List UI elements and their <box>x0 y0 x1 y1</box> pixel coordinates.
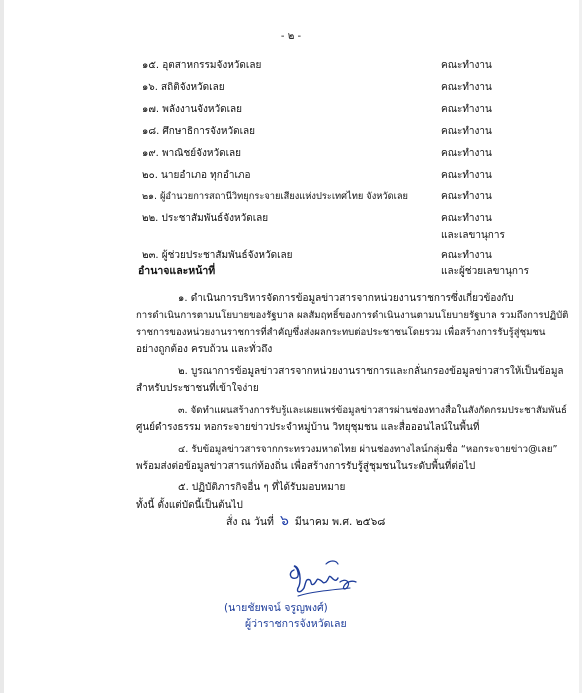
committee-role: คณะทำงาน <box>441 60 492 71</box>
committee-member: ๒๓. ผู้ช่วยประชาสัมพันธ์จังหวัดเลย <box>142 250 293 261</box>
signer-title: ผู้ว่าราชการจังหวัดเลย <box>245 618 347 630</box>
order-date <box>226 515 385 529</box>
committee-role: คณะทำงาน <box>441 170 492 181</box>
duty-line: สำหรับประชาชนที่เข้าใจง่าย <box>136 383 259 394</box>
duty-line: ราชการของหน่วยงานราชการที่สำคัญซึ่งส่งผลกระทบต่อประชาชนโดยรวม เพื่อสร้างการรับรู้สู่ชุมชน <box>136 327 546 338</box>
committee-role-secondary: และผู้ช่วยเลขานุการ <box>441 266 529 277</box>
duty-line: ๑. ดำเนินการบริหารจัดการข้อมูลข่าวสารจากหน่วยงานราชการซึ่งเกี่ยวข้องกับ <box>178 293 514 304</box>
duty-line: ๒. บูรณาการข้อมูลข่าวสารจากหน่วยงานราชการและกลั่นกรองข้อมูลข่าวสารให้เป็นข้อมูล <box>178 366 564 377</box>
committee-role: คณะทำงาน <box>441 126 492 137</box>
date-suffix: มีนาคม พ.ศ. ๒๕๖๘ <box>294 516 386 528</box>
committee-role: คณะทำงาน <box>441 82 492 93</box>
signer-name: (นายชัยพจน์ จรูญพงศ์) <box>224 602 328 614</box>
duty-line: พร้อมส่งต่อข้อมูลข่าวสารแก่ท้องถิ่น เพื่อสร้างการรับรู้สู่ชุมชนในระดับพื้นที่ต่อไป <box>136 461 476 472</box>
committee-member: ๒๑. ผู้อำนวยการสถานีวิทยุกระจายเสียงแห่งประเทศไทย จังหวัดเลย <box>142 191 408 202</box>
committee-role: คณะทำงาน <box>441 191 492 202</box>
committee-role: คณะทำงาน <box>441 104 492 115</box>
date-prefix: สั่ง ณ วันที่ <box>226 516 274 528</box>
date-day-handwritten: ๖ <box>279 513 289 529</box>
committee-role: คณะทำงาน <box>441 250 492 261</box>
duties-heading: อำนาจและหน้าที่ <box>138 265 216 277</box>
committee-role-secondary: และเลขานุการ <box>441 230 505 241</box>
committee-role: คณะทำงาน <box>441 148 492 159</box>
duty-line: อย่างถูกต้อง ครบถ้วน และทั่วถึง <box>136 344 273 355</box>
committee-member: ๑๕. อุตสาหกรรมจังหวัดเลย <box>142 60 262 71</box>
committee-member: ๑๙. พาณิชย์จังหวัดเลย <box>142 148 242 159</box>
committee-role: คณะทำงาน <box>441 213 492 224</box>
committee-member: ๒๐. นายอำเภอ ทุกอำเภอ <box>142 170 251 181</box>
duty-line: ๓. จัดทำแผนสร้างการรับรู้และเผยแพร่ข้อมูลข่าวสารผ่านช่องทางสื่อในสังกัดกรมประชาสัมพันธ์ <box>178 405 567 416</box>
duty-line: การดำเนินการตามนโยบายของรัฐบาล ผลสัมฤทธิ์ของการดำเนินงานตามนโยบายรัฐบาล รวมถึงการปฏิบัติ <box>136 310 569 321</box>
page-left-edge <box>0 0 4 693</box>
committee-member: ๑๖. สถิติจังหวัดเลย <box>142 82 225 93</box>
committee-member: ๑๘. ศึกษาธิการจังหวัดเลย <box>142 126 256 137</box>
duty-line: ศูนย์ดำรงธรรม หอกระจายข่าวประจำหมู่บ้าน วิทยุชุมชน และสื่อออนไลน์ในพื้นที่ <box>136 422 480 433</box>
committee-member: ๑๗. พลังงานจังหวัดเลย <box>142 104 243 115</box>
committee-member: ๒๒. ประชาสัมพันธ์จังหวัดเลย <box>142 213 269 224</box>
duty-line: ๔. รับข้อมูลข่าวสารจากกระทรวงมหาดไทย ผ่านช่องทางไลน์กลุ่มชื่อ “หอกระจายข่าว@เลย” <box>178 444 558 455</box>
page-number: - ๒ - <box>280 31 302 42</box>
effective-clause: ทั้งนี้ ตั้งแต่บัดนี้เป็นต้นไป <box>136 500 243 511</box>
duty-line: ๕. ปฏิบัติภารกิจอื่น ๆ ที่ได้รับมอบหมาย <box>178 482 346 493</box>
